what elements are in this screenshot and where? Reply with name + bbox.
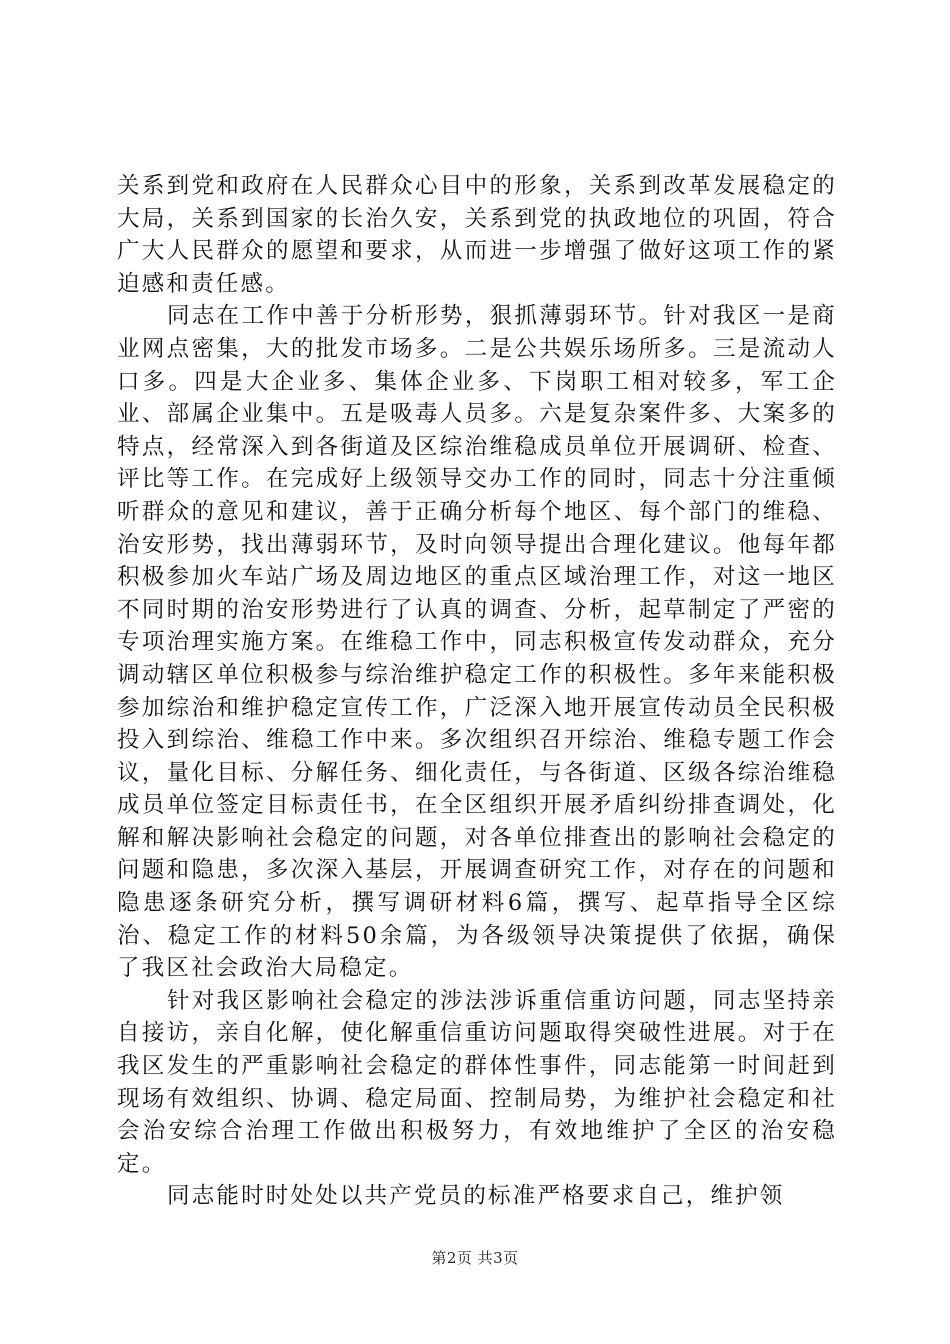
paragraph-petition-handling: 针对我区影响社会稳定的涉法涉诉重信重访问题，同志坚持亲自接访，亲自化解，使化解重信重访问题取得突破性进展。对于在我区发生的严重影响社会稳定的群体性事件，同志能第一时间赶到现场有效组织、协调、稳定局面、控制局势，为维护社会稳定和社会治安综合治理工作做出积极努力，有效地维护了全区的治安稳定。 <box>117 987 837 1177</box>
page-footer <box>0 1248 950 1268</box>
document-body <box>117 170 837 1213</box>
paragraph-continuation: 关系到党和政府在人民群众心目中的形象，关系到改革发展稳定的大局，关系到国家的长治久安，关系到党的执政地位的巩固，符合广大人民群众的愿望和要求，从而进一步增强了做好这项工作的紧迫感和责任感。 <box>117 173 837 297</box>
paragraph-situation-analysis: 同志在工作中善于分析形势，狠抓薄弱环节。针对我区一是商业网点密集，大的批发市场多。二是公共娱乐场所多。三是流动人口多。四是大企业多、集体企业多、下岗职工相对较多，军工企业、部属企业集中。五是吸毒人员多。六是复杂案件多、大案多的特点，经常深入到各街道及区综治维稳成员单位开展调研、检查、评比等工作。在完成好上级领导交办工作的同时，同志十分注重倾听群众的意见和建议，善于正确分析每个地区、每个部门的维稳、治安形势，找出薄弱环节，及时向领导提出合理化建议。他每年都积极参加火车站广场及周边地区的重点区域治理工作，对这一地区不同时期的治安形势进行了认真的调查、分析，起草制定了严密的专项治理实施方案。在维稳工作中，同志积极宣传发动群众，充分调动辖区单位积极参与综治维护稳定工作的积极性。多年来能积极参加综治和维护稳定宣传工作，广泛深入地开展宣传动员全民积极投入到综治、维稳工作中来。多次组织召开综治、维稳专题工作会议，量化目标、分解任务、细化责任，与各街道、区级各综治维稳成员单位签定目标责任书，在全区组织开展矛盾纠纷排查调处，化解和解决影响社会稳定的问题，对各单位排查出的影响社会稳定的问题和隐患，多次深入基层，开展调查研究工作，对存在的问题和隐患逐条研究分析，撰写调研材料6篇，撰写、起草指导全区综治、稳定工作的材料50余篇，为各级领导决策提供了依据，确保了我区社会政治大局稳定。 <box>117 303 837 982</box>
paragraph-party-member-standard: 同志能时时处处以共产党员的标准严格要求自己，维护领 <box>167 1183 785 1210</box>
page-number-label: 第2页 共3页 <box>431 1249 519 1267</box>
